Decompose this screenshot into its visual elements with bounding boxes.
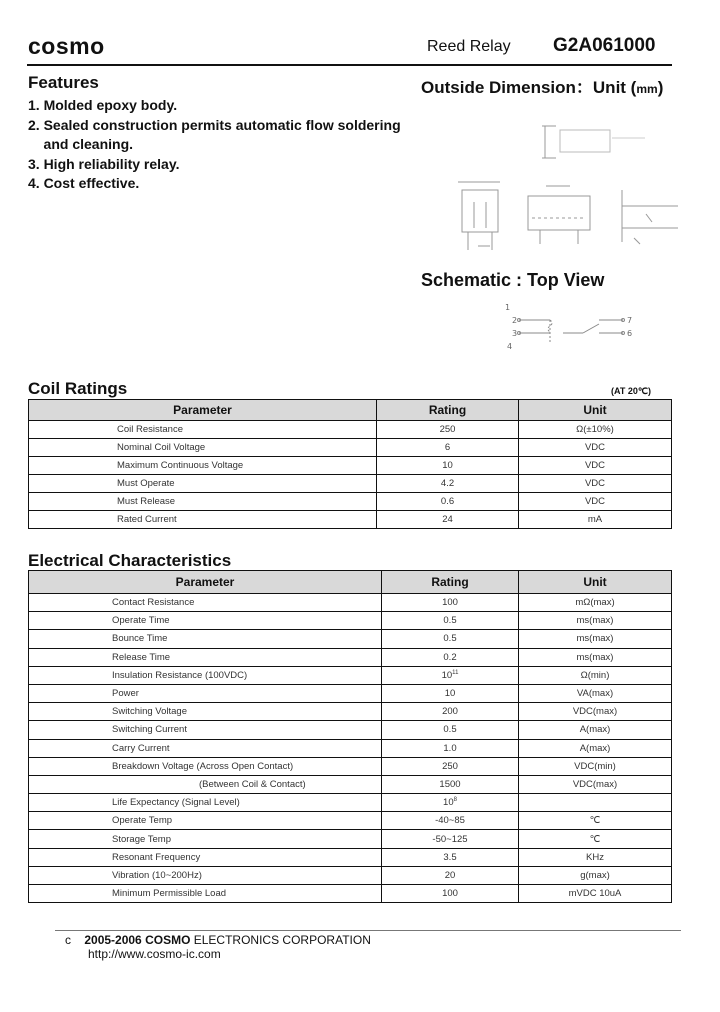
cell-unit: VDC xyxy=(519,475,672,493)
cell-rating-text: 1.0 xyxy=(443,742,457,754)
table-row xyxy=(29,630,672,648)
cell-unit xyxy=(519,721,672,739)
cell-parameter-text: Carry Current xyxy=(112,742,170,754)
cell-rating xyxy=(382,830,519,848)
cell-unit xyxy=(519,739,672,757)
cell-unit xyxy=(519,848,672,866)
cell-parameter-text: Insulation Resistance (100VDC) xyxy=(112,669,248,681)
feature-item: 3. High reliability relay. xyxy=(28,155,180,172)
cell-unit-text: VDC(max) xyxy=(572,706,618,718)
electrical-title: Electrical Characteristics xyxy=(28,551,232,570)
header-parameter: Parameter xyxy=(29,400,377,421)
electrical-table xyxy=(28,570,672,903)
cell-parameter-text: Storage Temp xyxy=(112,833,171,845)
cell-parameter: Rated Current xyxy=(29,511,377,529)
cell-unit-text: ℃ xyxy=(589,833,601,845)
cell-rating-text: 10 xyxy=(444,688,456,700)
table-row xyxy=(29,739,672,757)
cell-parameter: Must Release xyxy=(29,493,377,511)
electrical-table-body xyxy=(29,594,672,903)
copyright xyxy=(65,933,371,947)
copyright-years-brand: 2005-2006 COSMO xyxy=(84,933,191,947)
table-row xyxy=(29,475,672,493)
cell-rating xyxy=(382,612,519,630)
cell-parameter: Coil Resistance xyxy=(29,421,377,439)
cell-parameter xyxy=(29,775,382,793)
cell-unit xyxy=(519,630,672,648)
cell-rating-text: -40~85 xyxy=(435,815,465,827)
feature-item: 1. Molded epoxy body. xyxy=(28,97,178,113)
cell-parameter xyxy=(29,794,382,812)
cell-unit-text: VDC(max) xyxy=(572,778,618,790)
cell-rating: 4.2 xyxy=(377,475,519,493)
cell-rating xyxy=(382,757,519,775)
feature-item: 2. Sealed construction permits automatic flow soldering xyxy=(28,116,401,133)
cell-parameter xyxy=(29,684,382,702)
cell-unit xyxy=(519,666,672,684)
cell-rating-text: 1500 xyxy=(439,778,461,790)
table-row xyxy=(29,775,672,793)
dimension-title-text: Outside Dimension：Unit ( xyxy=(421,78,637,97)
cell-rating xyxy=(382,721,519,739)
cell-rating-text: 3.5 xyxy=(443,851,457,863)
cell-parameter xyxy=(29,630,382,648)
cell-unit-text: A(max) xyxy=(579,742,611,754)
cell-unit xyxy=(519,866,672,884)
cell-unit-text: KHz xyxy=(586,851,604,863)
cell-rating xyxy=(382,775,519,793)
cell-parameter: Must Operate xyxy=(29,475,377,493)
cell-unit xyxy=(519,612,672,630)
copyright-company: ELECTRONICS CORPORATION xyxy=(190,933,371,947)
cell-parameter-text: Breakdown Voltage (Across Open Contact) xyxy=(112,760,294,772)
cell-parameter xyxy=(29,866,382,884)
brand-logo: cosmo xyxy=(28,33,105,59)
table-row xyxy=(29,594,672,612)
table-row xyxy=(29,421,672,439)
table-row xyxy=(29,703,672,721)
table-header-row xyxy=(29,571,672,594)
product-type: Reed Relay xyxy=(427,38,511,55)
cell-rating xyxy=(382,812,519,830)
cell-rating xyxy=(382,648,519,666)
cell-rating-text: 100 xyxy=(442,597,458,609)
cell-unit xyxy=(519,830,672,848)
cell-rating: 0.6 xyxy=(377,493,519,511)
cell-parameter xyxy=(29,757,382,775)
cell-rating: 24 xyxy=(377,511,519,529)
copyright-symbol: c xyxy=(65,933,71,947)
cell-parameter xyxy=(29,666,382,684)
schematic-pin-2: 2 xyxy=(512,316,518,325)
cell-parameter-text: Contact Resistance xyxy=(112,597,195,609)
table-row xyxy=(29,812,672,830)
cell-parameter-text: (Between Coil & Contact) xyxy=(199,778,306,790)
cell-parameter-text: Switching Voltage xyxy=(112,706,187,718)
cell-unit: mA xyxy=(519,511,672,529)
cell-rating xyxy=(382,684,519,702)
cell-rating: 6 xyxy=(377,439,519,457)
table-row xyxy=(29,511,672,529)
header-parameter: Parameter xyxy=(29,571,382,594)
schematic-pin-4: 4 xyxy=(507,342,513,351)
coil-ratings-condition: (AT 20℃) xyxy=(611,386,651,396)
cell-parameter xyxy=(29,885,382,903)
cell-unit xyxy=(519,594,672,612)
cell-parameter-text: Minimum Permissible Load xyxy=(112,888,227,900)
cell-parameter-text: Life Expectancy (Signal Level) xyxy=(112,797,240,809)
cell-rating-text: 0.5 xyxy=(443,633,457,645)
feature-item: 4. Cost effective. xyxy=(28,175,140,191)
cell-rating-text: 20 xyxy=(444,869,456,881)
cell-rating-text: 250 xyxy=(442,760,458,772)
cell-rating-text: 10 xyxy=(443,797,454,809)
cell-unit xyxy=(519,684,672,702)
cell-rating-text: -50~125 xyxy=(432,833,468,845)
coil-ratings-table xyxy=(28,399,672,529)
cell-parameter: Maximum Continuous Voltage xyxy=(29,457,377,475)
cell-rating: 10 xyxy=(377,457,519,475)
cell-unit xyxy=(519,812,672,830)
cell-rating-text: 0.2 xyxy=(443,651,457,663)
cell-parameter-text: Switching Current xyxy=(112,724,187,736)
cell-parameter xyxy=(29,594,382,612)
cell-parameter: Nominal Coil Voltage xyxy=(29,439,377,457)
cell-unit-text: Ω(min) xyxy=(580,669,610,681)
cell-parameter-text: Bounce Time xyxy=(112,633,168,645)
cell-parameter-text: Operate Temp xyxy=(112,815,173,827)
cell-parameter-text: Release Time xyxy=(112,651,171,663)
table-row xyxy=(29,439,672,457)
feature-item: and cleaning. xyxy=(28,136,134,152)
cell-rating xyxy=(382,866,519,884)
cell-unit-text: g(max) xyxy=(580,869,610,881)
cell-unit-text: VDC(min) xyxy=(574,760,616,772)
cell-rating xyxy=(382,703,519,721)
schematic-pin-7: 7 xyxy=(627,316,633,325)
cell-parameter-text: Power xyxy=(112,688,139,700)
cell-rating-text: 200 xyxy=(442,706,458,718)
cell-unit xyxy=(519,703,672,721)
website-link[interactable]: http://www.cosmo-ic.com xyxy=(88,947,221,961)
schematic-pin-1: 1 xyxy=(505,303,511,312)
cell-parameter-text: Resonant Frequency xyxy=(112,851,201,863)
dimension-title xyxy=(421,73,663,98)
header-unit: Unit xyxy=(519,400,672,421)
cell-parameter xyxy=(29,721,382,739)
header-rating: Rating xyxy=(382,571,519,594)
rating-exponent: 8 xyxy=(453,797,457,804)
table-row xyxy=(29,830,672,848)
cell-parameter-text: Operate Time xyxy=(112,615,170,627)
cell-unit xyxy=(519,885,672,903)
cell-parameter xyxy=(29,703,382,721)
cell-unit-text: A(max) xyxy=(579,724,611,736)
cell-unit-text: ms(max) xyxy=(576,615,614,627)
table-row xyxy=(29,684,672,702)
cell-rating: 250 xyxy=(377,421,519,439)
table-row xyxy=(29,794,672,812)
cell-unit-text: ms(max) xyxy=(576,651,614,663)
table-row xyxy=(29,457,672,475)
cell-unit-text: ℃ xyxy=(589,815,601,827)
table-row xyxy=(29,612,672,630)
cell-unit xyxy=(519,757,672,775)
cell-rating xyxy=(382,630,519,648)
cell-parameter xyxy=(29,830,382,848)
cell-rating xyxy=(382,739,519,757)
coil-ratings-title: Coil Ratings xyxy=(28,379,128,398)
cell-parameter xyxy=(29,612,382,630)
cell-parameter xyxy=(29,848,382,866)
table-row xyxy=(29,666,672,684)
header-rating: Rating xyxy=(377,400,519,421)
cell-unit-text: mΩ(max) xyxy=(575,597,615,609)
cell-rating-text: 100 xyxy=(442,888,458,900)
table-row xyxy=(29,493,672,511)
cell-rating xyxy=(382,885,519,903)
schematic-drawing xyxy=(495,298,645,356)
dimension-drawing xyxy=(450,118,680,258)
cell-rating xyxy=(382,848,519,866)
header-divider xyxy=(27,64,672,66)
cell-parameter-text: Vibration (10~200Hz) xyxy=(112,869,202,881)
cell-unit: VDC xyxy=(519,439,672,457)
cell-rating-text: 0.5 xyxy=(443,615,457,627)
dimension-title-close: ) xyxy=(657,78,664,97)
schematic-pin-6: 6 xyxy=(627,329,633,338)
cell-rating-text: 0.5 xyxy=(443,724,457,736)
cell-unit-text: VA(max) xyxy=(576,688,614,700)
cell-rating xyxy=(382,594,519,612)
schematic-pin-3: 3 xyxy=(512,329,518,338)
part-number: G2A061000 xyxy=(553,35,656,56)
features-list xyxy=(28,96,401,194)
cell-unit xyxy=(519,794,672,812)
cell-rating xyxy=(382,666,519,684)
cell-rating xyxy=(382,794,519,812)
schematic-title: Schematic : Top View xyxy=(421,270,605,290)
table-header-row xyxy=(29,400,672,421)
table-row xyxy=(29,757,672,775)
cell-unit: VDC xyxy=(519,457,672,475)
footer-divider xyxy=(55,930,681,931)
cell-unit-text: ms(max) xyxy=(576,633,614,645)
dimension-unit: mm xyxy=(636,82,658,96)
table-row xyxy=(29,721,672,739)
cell-parameter xyxy=(29,648,382,666)
table-row xyxy=(29,848,672,866)
cell-unit: VDC xyxy=(519,493,672,511)
cell-unit xyxy=(519,775,672,793)
table-row xyxy=(29,885,672,903)
table-row xyxy=(29,648,672,666)
cell-rating-text: 10 xyxy=(441,669,453,681)
cell-parameter xyxy=(29,739,382,757)
rating-exponent: 11 xyxy=(452,669,459,676)
header-unit: Unit xyxy=(519,571,672,594)
table-row xyxy=(29,866,672,884)
cell-unit-text: mVDC 10uA xyxy=(568,888,622,900)
cell-parameter xyxy=(29,812,382,830)
cell-unit xyxy=(519,648,672,666)
cell-unit: Ω(±10%) xyxy=(519,421,672,439)
features-title: Features xyxy=(28,73,99,92)
